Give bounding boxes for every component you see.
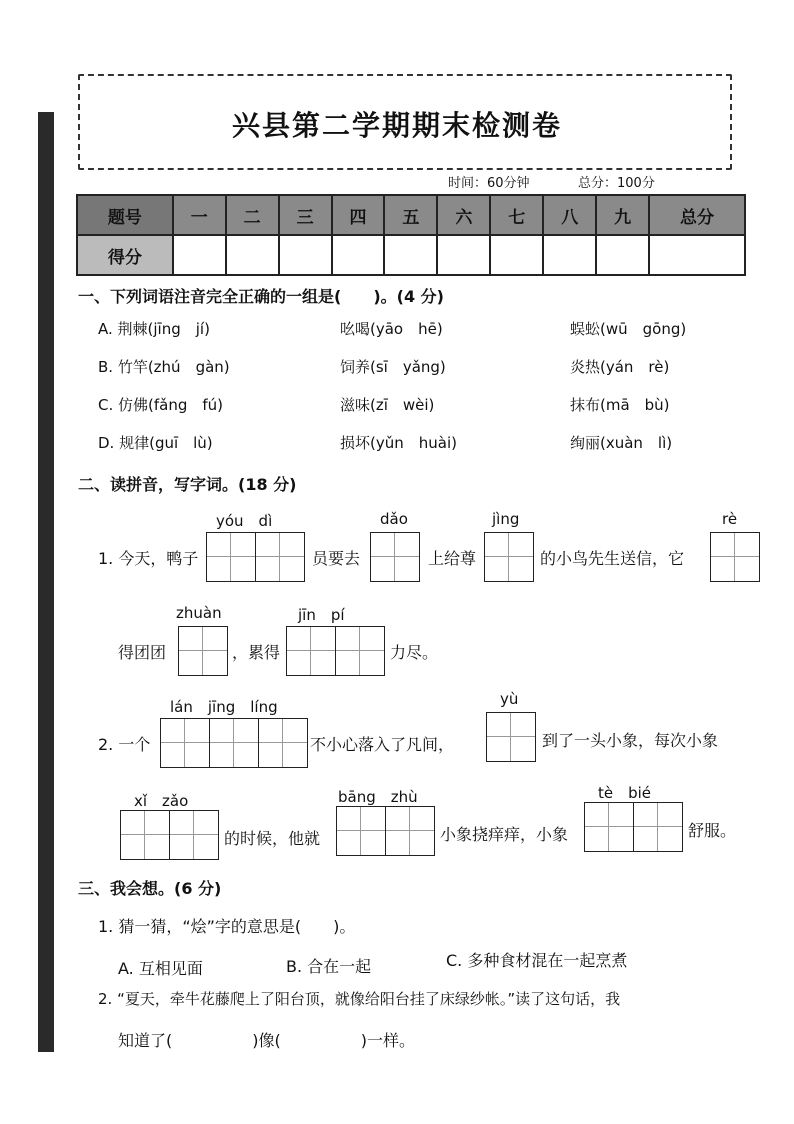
option-b1: B. 竹竿(zhú gàn) xyxy=(98,358,230,376)
write-cell[interactable] xyxy=(258,719,307,767)
option-c3: 抹布(mā bù) xyxy=(570,396,670,414)
write-boxes-dao[interactable] xyxy=(370,532,420,582)
header-cell: 八 xyxy=(543,195,596,235)
write-cell[interactable] xyxy=(179,627,227,675)
section3-q1-option-b: B. 合在一起 xyxy=(286,957,372,976)
q1-text: 得团团 xyxy=(118,643,167,662)
pinyin-label: zhuàn xyxy=(176,604,222,622)
score-cell[interactable] xyxy=(490,235,543,275)
section3-q1-option-a: A. 互相见面 xyxy=(118,959,203,978)
write-cell[interactable] xyxy=(207,533,255,581)
header-cell: 一 xyxy=(173,195,226,235)
header-cell: 五 xyxy=(384,195,437,235)
section2-heading: 二、读拼音，写字词。(18 分) xyxy=(78,475,297,494)
header-cell: 六 xyxy=(437,195,490,235)
header-cell: 三 xyxy=(279,195,332,235)
q1-text: 上给尊 xyxy=(428,549,477,568)
section3-q1-option-c: C. 多种食材混在一起烹煮 xyxy=(446,951,628,970)
option-d3: 绚丽(xuàn lì) xyxy=(570,434,673,452)
option-a3: 蜈蚣(wū gōng) xyxy=(570,320,687,338)
write-boxes-jinpi[interactable] xyxy=(286,626,385,676)
score-table xyxy=(76,194,746,276)
section3-q1: 1. 猜一猜，“烩”字的意思是( )。 xyxy=(98,917,356,936)
write-cell[interactable] xyxy=(633,803,682,851)
write-cell[interactable] xyxy=(209,719,258,767)
write-boxes-bangzhu[interactable] xyxy=(336,806,435,856)
pinyin-label: rè xyxy=(722,510,738,528)
q2-text: 舒服。 xyxy=(688,821,737,840)
write-boxes-tebie[interactable] xyxy=(584,802,683,852)
write-boxes-lanjingling[interactable] xyxy=(160,718,308,768)
section1-heading: 一、下列词语注音完全正确的一组是( )。(4 分) xyxy=(78,287,444,306)
option-d2: 损坏(yǔn huài) xyxy=(340,434,457,452)
write-cell[interactable] xyxy=(385,807,434,855)
q1-text: 员要去 xyxy=(312,549,361,568)
q2-text: 2. 一个 xyxy=(98,735,151,754)
write-cell[interactable] xyxy=(255,533,304,581)
option-a1: A. 荆棘(jīng jí) xyxy=(98,320,210,338)
option-d1: D. 规律(guī lù) xyxy=(98,434,213,452)
option-b3: 炎热(yán rè) xyxy=(570,358,670,376)
header-cell: 题号 xyxy=(77,195,173,235)
score-cell[interactable] xyxy=(384,235,437,275)
header-cell: 总分 xyxy=(649,195,745,235)
score-cell[interactable] xyxy=(649,235,745,275)
write-boxes-youdi[interactable] xyxy=(206,532,305,582)
write-cell[interactable] xyxy=(371,533,419,581)
write-boxes-re[interactable] xyxy=(710,532,760,582)
pinyin-label: yóu dì xyxy=(216,512,273,530)
pinyin-label: bāng zhù xyxy=(338,788,418,806)
option-c2: 滋味(zī wèi) xyxy=(340,396,435,414)
q1-text: 的小鸟先生送信，它 xyxy=(540,549,685,568)
exam-time: 时间：60分钟 xyxy=(448,176,530,191)
section3-heading: 三、我会想。(6 分) xyxy=(78,879,222,898)
write-cell[interactable] xyxy=(585,803,633,851)
header-cell: 七 xyxy=(490,195,543,235)
pinyin-label: jìng xyxy=(492,510,520,528)
write-boxes-yu[interactable] xyxy=(486,712,536,762)
score-cell[interactable] xyxy=(279,235,332,275)
option-b2: 饲养(sī yǎng) xyxy=(340,358,446,376)
write-cell[interactable] xyxy=(487,713,535,761)
pinyin-label: tè bié xyxy=(598,784,652,802)
q2-text: 小象挠痒痒，小象 xyxy=(440,825,569,844)
write-boxes-zhuan[interactable] xyxy=(178,626,228,676)
row-label: 得分 xyxy=(77,235,173,275)
score-table-header xyxy=(77,195,745,235)
pinyin-label: xǐ zǎo xyxy=(134,792,189,810)
write-cell[interactable] xyxy=(711,533,759,581)
score-cell[interactable] xyxy=(173,235,226,275)
score-cell[interactable] xyxy=(226,235,279,275)
score-cell[interactable] xyxy=(437,235,490,275)
score-table-row xyxy=(77,235,745,275)
pinyin-label: yù xyxy=(500,690,519,708)
write-cell[interactable] xyxy=(485,533,533,581)
section3-q2-line2: 知道了( )像( )一样。 xyxy=(118,1031,415,1050)
header-cell: 四 xyxy=(332,195,385,235)
write-cell[interactable] xyxy=(337,807,385,855)
pinyin-label: dǎo xyxy=(380,510,408,528)
q2-text: 的时候，他就 xyxy=(224,829,321,848)
write-cell[interactable] xyxy=(287,627,335,675)
write-cell[interactable] xyxy=(121,811,169,859)
q2-text: 不小心落入了凡间， xyxy=(310,735,455,754)
pinyin-label: jīn pí xyxy=(298,606,345,624)
option-c1: C. 仿佛(fǎng fú) xyxy=(98,396,224,414)
score-cell[interactable] xyxy=(543,235,596,275)
binding-strip xyxy=(38,112,54,1052)
header-cell: 二 xyxy=(226,195,279,235)
score-cell[interactable] xyxy=(332,235,385,275)
option-a2: 吆喝(yāo hē) xyxy=(340,320,443,338)
q1-text: ，累得 xyxy=(232,643,281,662)
write-boxes-jing[interactable] xyxy=(484,532,534,582)
score-cell[interactable] xyxy=(596,235,649,275)
write-cell[interactable] xyxy=(169,811,218,859)
section3-q2-line1: 2. “夏天，牵牛花藤爬上了阳台顶，就像给阳台挂了床绿纱帐。”读了这句话，我 xyxy=(98,990,621,1008)
write-cell[interactable] xyxy=(161,719,209,767)
q1-text: 1. 今天，鸭子 xyxy=(98,549,199,568)
page-title: 兴县第二学期期末检测卷 xyxy=(231,109,562,142)
q2-text: 到了一头小象，每次小象 xyxy=(542,731,719,750)
write-cell[interactable] xyxy=(335,627,384,675)
exam-total: 总分：100分 xyxy=(578,176,655,191)
pinyin-label: lán jīng líng xyxy=(170,698,278,716)
write-boxes-xizao[interactable] xyxy=(120,810,219,860)
q1-text: 力尽。 xyxy=(390,643,439,662)
header-cell: 九 xyxy=(596,195,649,235)
